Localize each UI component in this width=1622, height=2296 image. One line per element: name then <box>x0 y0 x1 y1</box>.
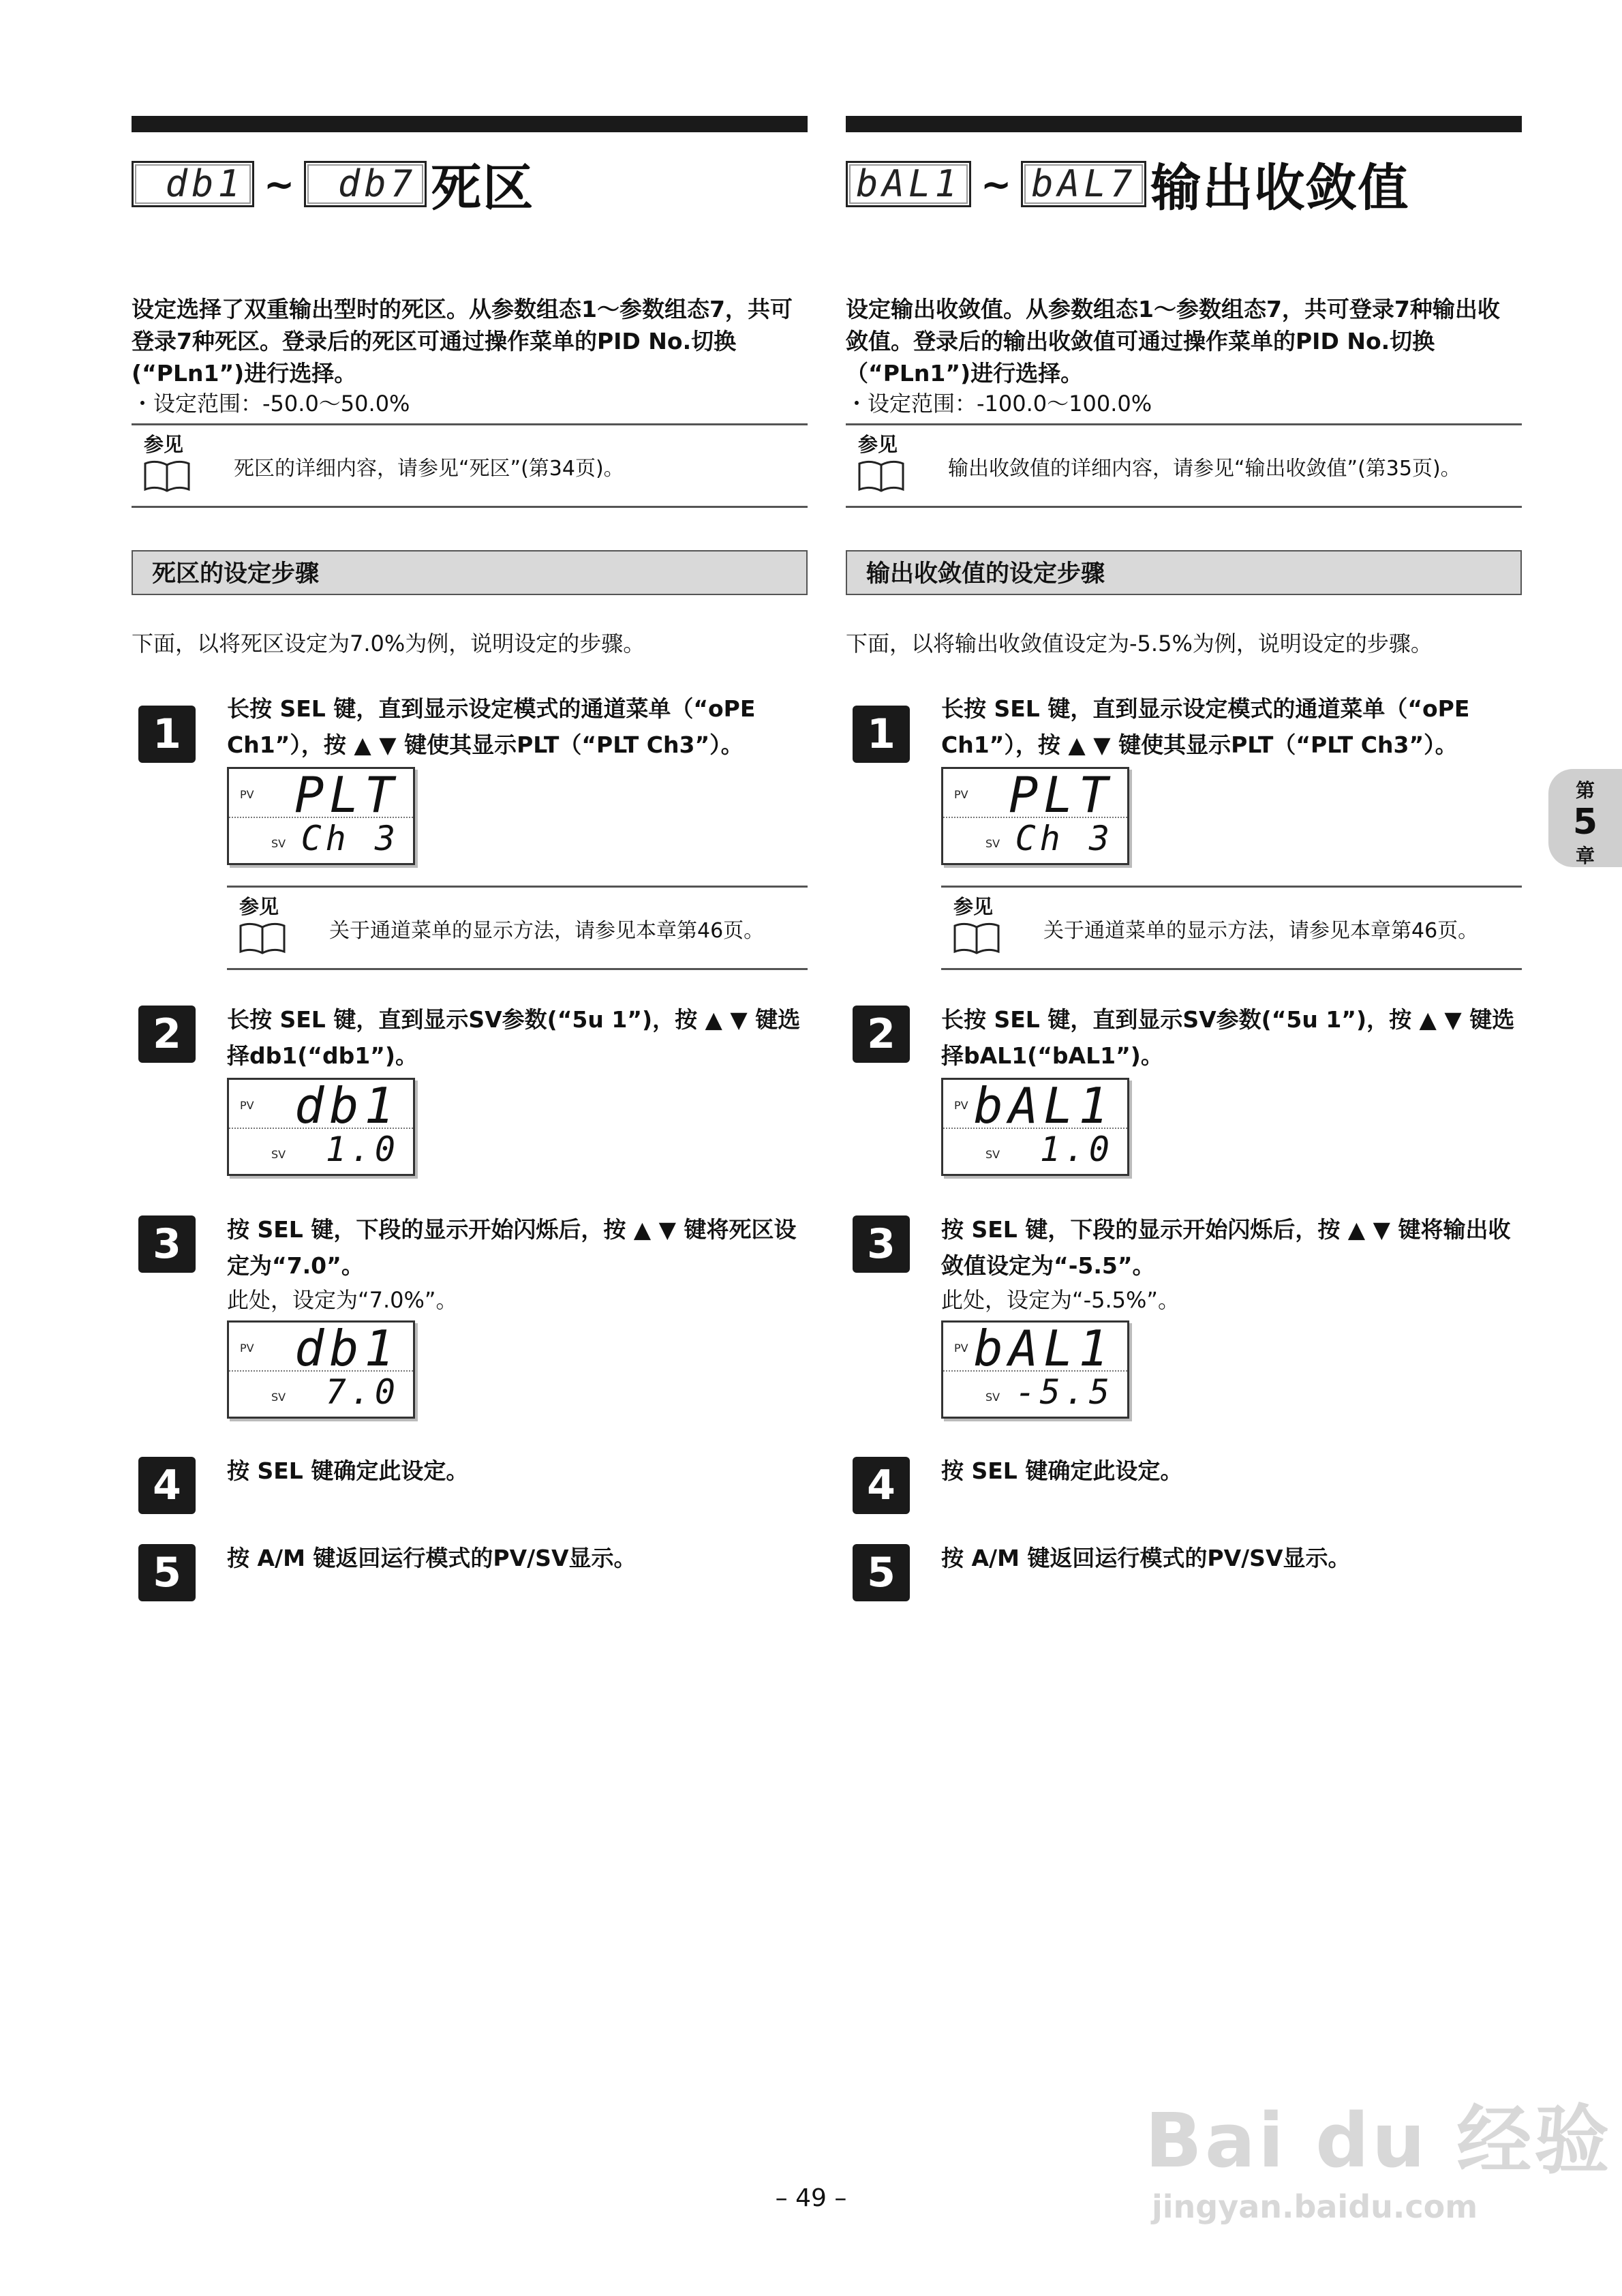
step-5 <box>132 1540 808 1601</box>
page-title <box>846 157 1522 217</box>
pv-value: bAL1 <box>973 1077 1114 1134</box>
sv-label: SV <box>985 837 1000 850</box>
step-1 <box>846 691 1522 970</box>
book-icon <box>857 459 906 494</box>
param-code-end: db7 <box>304 161 427 207</box>
title-separator: ~ <box>981 162 1012 206</box>
watermark-brand: Bai du 经验 <box>1145 2097 1612 2184</box>
title-text: 死区 <box>431 159 535 217</box>
example-text: 下面，以将输出收敛值设定为-5.5%为例，说明设定的步骤。 <box>846 631 1433 656</box>
section-heading: 死区的设定步骤 <box>132 550 808 595</box>
reference-label: 参见 <box>858 433 898 456</box>
step-number: 1 <box>853 706 910 763</box>
title-separator: ~ <box>264 162 295 206</box>
reference-label: 参见 <box>953 895 994 918</box>
step-text: 按 SEL 键，下段的显示开始闪烁后，按 ▲ ▼ 键将死区设定为“7.0”。 <box>227 1216 797 1279</box>
step-number: 3 <box>138 1215 196 1273</box>
setting-range: ・设定范围：-100.0～100.0% <box>846 391 1152 417</box>
step-3 <box>846 1211 1522 1419</box>
step-text: 按 SEL 键，下段的显示开始闪烁后，按 ▲ ▼ 键将输出收敛值设定为“-5.5”。 <box>941 1216 1511 1279</box>
reference-label: 参见 <box>239 895 279 918</box>
right-column <box>846 116 1522 1601</box>
chapter-tab <box>1548 769 1622 867</box>
step-5 <box>846 1540 1522 1601</box>
reference-text: 关于通道菜单的显示方法，请参见本章第46页。 <box>329 919 765 943</box>
pv-value: PLT <box>294 766 399 824</box>
lcd-display <box>941 1320 1129 1419</box>
left-column <box>132 116 808 1601</box>
pv-label: PV <box>240 1342 254 1355</box>
sv-value-blinking: 7.0 <box>325 1372 399 1412</box>
step-number: 1 <box>138 706 196 763</box>
step-number: 3 <box>853 1215 910 1273</box>
step-text: 按 A/M 键返回运行模式的PV/SV显示。 <box>227 1545 637 1571</box>
page-title <box>132 157 808 217</box>
pv-label: PV <box>954 1099 968 1112</box>
watermark-url: jingyan.baidu.com <box>1152 2188 1478 2225</box>
step-1 <box>132 691 808 970</box>
step-text: 按 SEL 键确定此设定。 <box>227 1457 469 1484</box>
lcd-display <box>941 1078 1129 1176</box>
sv-value: 1.0 <box>1039 1130 1114 1169</box>
step-number: 5 <box>138 1544 196 1601</box>
section-heading: 输出收敛值的设定步骤 <box>846 550 1522 595</box>
reference-label: 参见 <box>144 433 184 456</box>
section-rule <box>132 116 808 132</box>
step-number: 2 <box>138 1006 196 1063</box>
step-4 <box>846 1453 1522 1514</box>
pv-value: db1 <box>294 1077 399 1134</box>
step-4 <box>132 1453 808 1514</box>
step-text: 长按 SEL 键，直到显示设定模式的通道菜单（“oPE Ch1”），按 ▲ ▼ 键使其显示PLT（“PLT Ch3”）。 <box>227 695 756 758</box>
step-text: 长按 SEL 键，直到显示SV参数(“5u 1”)，按 ▲ ▼ 键选择db1(“db1”)。 <box>227 1006 801 1069</box>
sv-label: SV <box>985 1148 1000 1161</box>
pv-label: PV <box>954 788 968 801</box>
step-text: 按 SEL 键确定此设定。 <box>941 1457 1183 1484</box>
lcd-display <box>941 767 1129 865</box>
book-icon <box>238 922 287 956</box>
reference-text: 关于通道菜单的显示方法，请参见本章第46页。 <box>1043 919 1479 943</box>
book-icon <box>952 922 1001 956</box>
sv-value: 1.0 <box>325 1130 399 1169</box>
step-number: 4 <box>853 1457 910 1514</box>
pv-value: db1 <box>294 1320 399 1377</box>
book-icon <box>142 459 192 494</box>
example-text: 下面，以将死区设定为7.0%为例，说明设定的步骤。 <box>132 631 645 656</box>
step-number: 5 <box>853 1544 910 1601</box>
step-number: 4 <box>138 1457 196 1514</box>
section-rule <box>846 116 1522 132</box>
reference-box <box>846 423 1522 508</box>
setting-range: ・设定范围：-50.0～50.0% <box>132 391 410 417</box>
reference-box <box>132 423 808 508</box>
sv-label: SV <box>271 1391 286 1404</box>
title-text: 输出收敛值 <box>1150 159 1410 217</box>
step-text: 长按 SEL 键，直到显示SV参数(“5u 1”)，按 ▲ ▼ 键选择bAL1(“bAL1”)。 <box>941 1006 1515 1069</box>
pv-value: bAL1 <box>973 1320 1114 1377</box>
lcd-display <box>227 1078 415 1176</box>
pv-label: PV <box>240 1099 254 1112</box>
step-text: 按 A/M 键返回运行模式的PV/SV显示。 <box>941 1545 1351 1571</box>
sv-value: Ch 3 <box>1015 819 1114 858</box>
step-2 <box>846 1001 1522 1176</box>
sv-label: SV <box>985 1391 1000 1404</box>
param-code-start: bAL1 <box>846 161 971 207</box>
reference-text: 输出收敛值的详细内容，请参见“输出收敛值”(第35页)。 <box>948 457 1461 481</box>
intro-text: 设定输出收敛值。从参数组态1～参数组态7，共可登录7种输出收敛值。登录后的输出收敛值可通过操作菜单的PID No.切换（“PLn1”)进行选择。 <box>846 296 1500 387</box>
pv-label: PV <box>954 1342 968 1355</box>
chapter-tab-number: 5 <box>1572 802 1598 843</box>
sv-label: SV <box>271 1148 286 1161</box>
reference-box <box>941 886 1522 970</box>
sv-label: SV <box>271 837 286 850</box>
sv-value-blinking: -5.5 <box>1015 1372 1114 1412</box>
step-2 <box>132 1001 808 1176</box>
param-code-end: bAL7 <box>1021 161 1146 207</box>
pv-label: PV <box>240 788 254 801</box>
chapter-tab-suffix: 章 <box>1575 845 1595 867</box>
step-note: 此处，设定为“7.0%”。 <box>227 1287 458 1313</box>
pv-value: PLT <box>1008 766 1114 824</box>
page-number: – 49 – <box>775 2184 847 2212</box>
step-text: 长按 SEL 键，直到显示设定模式的通道菜单（“oPE Ch1”），按 ▲ ▼ 键使其显示PLT（“PLT Ch3”）。 <box>941 695 1470 758</box>
chapter-tab-prefix: 第 <box>1575 779 1595 802</box>
step-number: 2 <box>853 1006 910 1063</box>
param-code-start: db1 <box>132 161 254 207</box>
lcd-display <box>227 767 415 865</box>
lcd-display <box>227 1320 415 1419</box>
step-note: 此处，设定为“-5.5%”。 <box>941 1287 1180 1313</box>
reference-box <box>227 886 808 970</box>
intro-text: 设定选择了双重输出型时的死区。从参数组态1～参数组态7，共可登录7种死区。登录后的死区可通过操作菜单的PID No.切换(“PLn1”)进行选择。 <box>132 296 793 387</box>
step-3 <box>132 1211 808 1419</box>
reference-text: 死区的详细内容，请参见“死区”(第34页)。 <box>234 457 624 481</box>
sv-value: Ch 3 <box>301 819 399 858</box>
